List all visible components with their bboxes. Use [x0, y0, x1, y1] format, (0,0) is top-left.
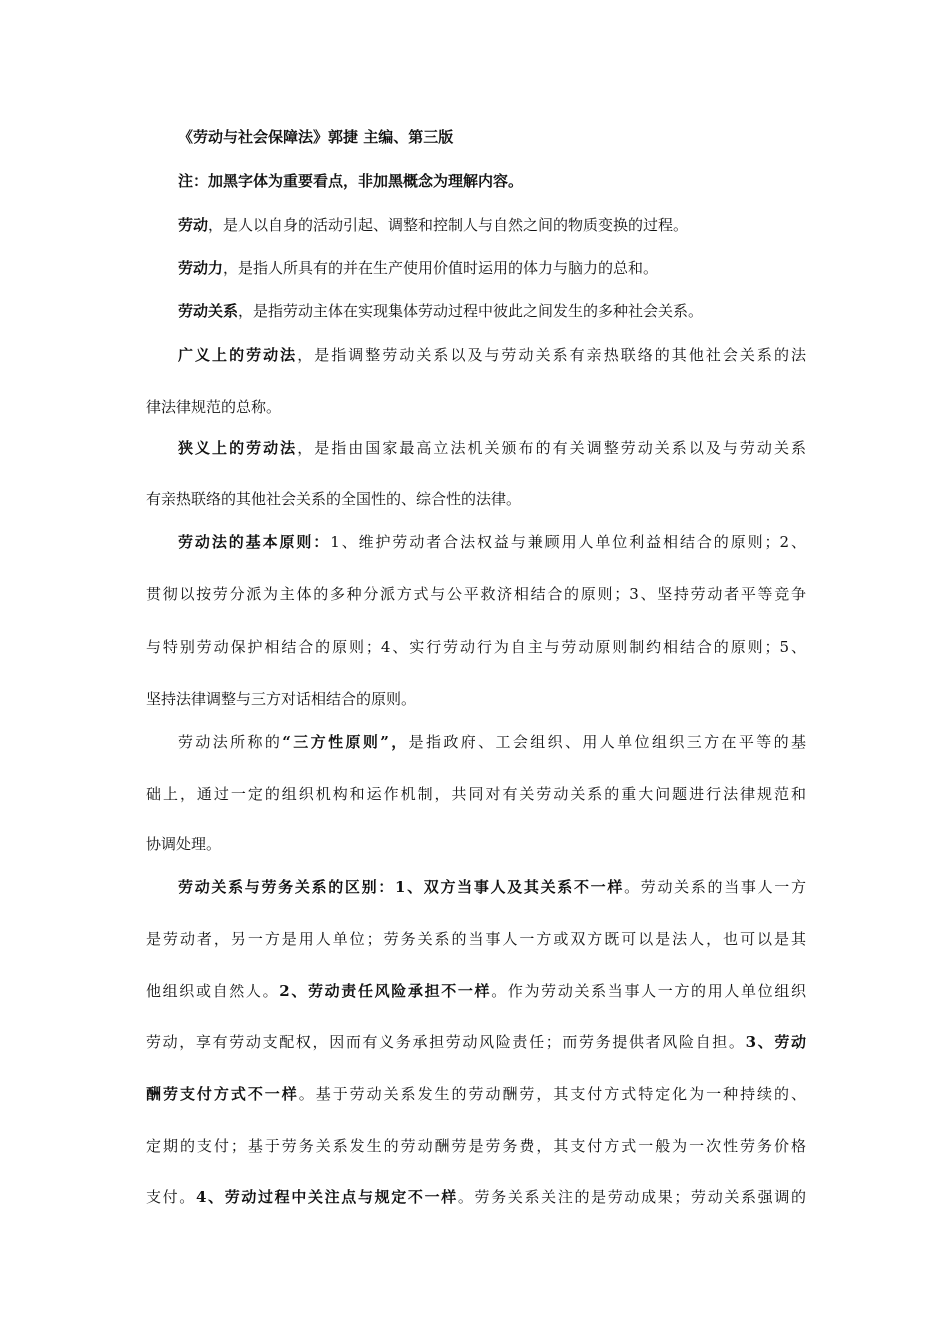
term: 狭义上的劳动法 [178, 439, 298, 457]
paragraph-line: 他组织或自然人。2、劳动责任风险承担不一样。作为劳动关系当事人一方的用人单位组织 [146, 982, 806, 1000]
document-title: 《劳动与社会保障法》郭捷 主编、第三版 [178, 128, 454, 146]
term: 劳动关系与劳务关系的区别： [178, 878, 395, 896]
paragraph-line: 础上，通过一定的组织机构和运作机制，共同对有关劳动关系的重大问题进行法律规范和 [146, 785, 806, 803]
definition-broad-labor-law: 广义上的劳动法，是指调整劳动关系以及与劳动关系有亲热联络的其他社会关系的法 [178, 346, 806, 364]
paragraph-line: 律法律规范的总称。 [146, 398, 282, 416]
tripartite-principle: 劳动法所称的“三方性原则”，是指政府、工会组织、用人单位组织三方在平等的基 [178, 733, 806, 751]
paragraph-line: 坚持法律调整与三方对话相结合的原则。 [146, 690, 417, 708]
definition-labor: 劳动，是人以自身的活动引起、调整和控制人与自然之间的物质变换的过程。 [178, 216, 689, 234]
term: 劳动 [178, 216, 209, 234]
paragraph-line: 与特别劳动保护相结合的原则；4、实行劳动行为自主与劳动原则制约相结合的原则；5、 [146, 638, 806, 656]
paragraph-line: 是劳动者，另一方是用人单位；劳务关系的当事人一方或双方既可以是法人，也可以是其 [146, 930, 806, 948]
term: “三方性原则”， [282, 733, 409, 751]
definition-labor-relation: 劳动关系，是指劳动主体在实现集体劳动过程中彼此之间发生的多种社会关系。 [178, 302, 704, 320]
paragraph-line: 协调处理。 [146, 835, 222, 853]
paragraph-line: 酬劳支付方式不一样。基于劳动关系发生的劳动酬劳，其支付方式特定化为一种持续的、 [146, 1085, 806, 1103]
term: 劳动力 [178, 259, 224, 277]
paragraph-line: 有亲热联络的其他社会关系的全国性的、综合性的法律。 [146, 490, 522, 508]
paragraph-line: 贯彻以按劳分派为主体的多种分派方式与公平救济相结合的原则；3、坚持劳动者平等竞争 [146, 585, 806, 603]
definition-labor-power: 劳动力，是指人所具有的并在生产使用价值时运用的体力与脑力的总和。 [178, 259, 659, 277]
paragraph-line: 劳动，享有劳动支配权，因而有义务承担劳动风险责任；而劳务提供者风险自担。3、劳动 [146, 1033, 806, 1051]
note-line: 注：加黑字体为重要看点，非加黑概念为理解内容。 [178, 172, 524, 190]
paragraph-line: 支付。4、劳动过程中关注点与规定不一样。劳务关系关注的是劳动成果；劳动关系强调的 [146, 1188, 806, 1206]
term: 劳动法的基本原则： [178, 533, 331, 551]
term: 劳动关系 [178, 302, 239, 320]
term: 广义上的劳动法 [178, 346, 298, 364]
definition-narrow-labor-law: 狭义上的劳动法，是指由国家最高立法机关颁布的有关调整劳动关系以及与劳动关系 [178, 439, 806, 457]
labor-vs-service-difference: 劳动关系与劳务关系的区别：1、双方当事人及其关系不一样。劳动关系的当事人一方 [178, 878, 806, 896]
basic-principles: 劳动法的基本原则：1、维护劳动者合法权益与兼顾用人单位利益相结合的原则；2、 [178, 533, 806, 551]
paragraph-line: 定期的支付；基于劳务关系发生的劳动酬劳是劳务费，其支付方式一般为一次性劳务价格 [146, 1137, 806, 1155]
